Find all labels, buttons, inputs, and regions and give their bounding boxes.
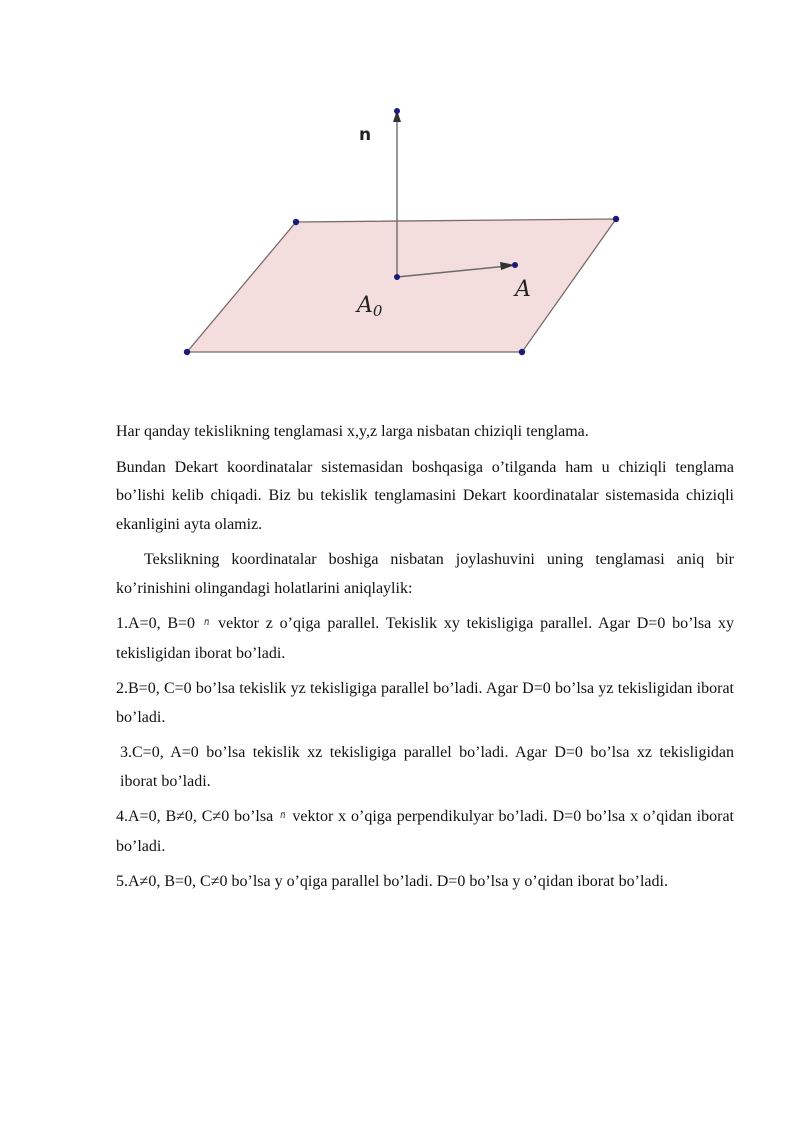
plane-vertex (293, 219, 299, 225)
plane-vertex (613, 216, 619, 222)
point-a-label: A (515, 277, 531, 302)
plane (187, 219, 616, 352)
normal-label: n (359, 125, 372, 145)
paragraph-8: 5.A≠0, B=0, C≠0 bo’lsa y o’qiga parallel bo’ladi. D=0 bo’lsa y o’qidan iborat bo’ladi. (116, 873, 668, 890)
vector-n-symbol: n̄ (280, 809, 286, 821)
paragraph-5: 2.B=0, C=0 bo’lsa tekislik yz tekisligiga parallel bo’ladi. Agar D=0 bo’lsa yz tekisligidan iborat bo’ladi. (116, 680, 734, 726)
paragraph-2: Bundan Dekart koordinatalar sistemasidan boshqasiga o’tilganda ham u chiziqli tenglama bo’lishi kelib chiqadi. Biz bu tekislik tenglamasini Dekart koordinatalar sistemasida chiziqli ekanligini ayta olamiz. (116, 458, 734, 533)
paragraph-7 (116, 803, 734, 861)
paragraph-7-end: vektor x o’qiga perpendikulyar bo’ladi. D=0 bo’lsa x o’qidan iborat bo’ladi. (116, 808, 734, 855)
paragraph-7-start: 4.A=0, B≠0, C≠0 bo’lsa (116, 808, 279, 825)
vector-n-symbol: n̄ (203, 616, 210, 628)
base-point (394, 274, 400, 280)
plane-vertex (184, 349, 190, 355)
paragraph-4-end: vektor z o’qiga parallel. Tekislik xy tekisligiga parallel. Agar D=0 bo’lsa xy tekisligidan iborat bo’ladi. (116, 615, 734, 662)
paragraph-6: 3.C=0, A=0 bo’lsa tekislik xz tekisligiga parallel bo’ladi. Agar D=0 bo’lsa xz tekisligidan iborat bo’ladi. (120, 744, 734, 790)
point-a (512, 262, 518, 268)
paragraph-4-start: 1.A=0, B=0 (116, 615, 202, 632)
plane-figure (160, 100, 660, 370)
paragraph-3: Tekslikning koordinatalar boshiga nisbatan joylashuvini uning tenglamasi aniq bir ko’rinishini olingandagi holatlarini aniqlaylik: (116, 551, 734, 597)
plane-vertex (519, 349, 525, 355)
base-label-letter: A (357, 293, 373, 318)
base-label-subscript: 0 (372, 302, 383, 320)
paragraph-4 (116, 610, 734, 668)
body-text (116, 418, 734, 904)
normal-tip-point (394, 108, 400, 114)
paragraph-1: Har qanday tekislikning tenglamasi x,y,z larga nisbatan chiziqli tenglama. (116, 423, 589, 440)
